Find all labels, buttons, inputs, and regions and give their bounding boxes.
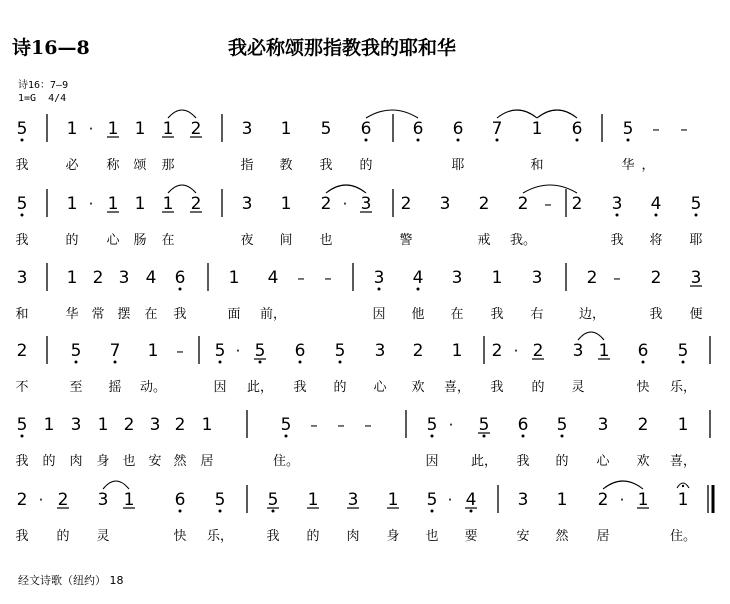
low-octave-dot — [417, 139, 420, 142]
low-octave-dot — [642, 361, 645, 364]
low-octave-dot — [285, 435, 288, 438]
note: 2 — [478, 194, 490, 214]
dash-extension: – — [176, 342, 184, 360]
note: 5 — [320, 119, 332, 139]
lyric-syllable: 前， — [259, 307, 287, 322]
note: 1 — [451, 341, 463, 361]
low-octave-dot — [522, 435, 525, 438]
low-octave-dot — [576, 139, 579, 142]
lyric-syllable: 在 — [144, 307, 158, 322]
song-title: 我必称颂那指教我的耶和华 — [228, 37, 457, 59]
note: 5 — [334, 341, 346, 361]
note: 1 — [147, 341, 159, 361]
note: 3 — [347, 490, 359, 510]
slur-arc — [537, 110, 577, 118]
note: 5 — [70, 341, 82, 361]
lyric-syllable: 我 — [516, 454, 530, 469]
note: 1 — [134, 119, 146, 139]
lyric-syllable: 住。 — [669, 529, 697, 544]
lyric-syllable: 欢 — [411, 380, 425, 395]
note: 2 — [16, 490, 28, 510]
note: 1 — [162, 119, 174, 139]
augmentation-dot: · — [448, 416, 454, 434]
note: 3 — [690, 268, 702, 288]
note: 1 — [556, 490, 568, 510]
dash-extension: – — [337, 416, 345, 434]
note: 5 — [16, 415, 28, 435]
lyric-syllable: 我 — [173, 307, 187, 322]
note: 1 — [66, 194, 78, 214]
lyric-syllable: 然 — [555, 529, 569, 544]
note: 3 — [373, 268, 385, 288]
note: 2 — [57, 490, 69, 510]
note: 1 — [97, 415, 109, 435]
low-octave-dot — [339, 361, 342, 364]
lyric-syllable: 便 — [689, 307, 703, 322]
lyric-syllable: 必 — [65, 158, 79, 173]
note: 2 — [597, 490, 609, 510]
low-octave-dot — [431, 435, 434, 438]
note: 3 — [118, 268, 130, 288]
lyric-syllable: 教 — [279, 158, 293, 173]
lyric-syllable: 因 — [425, 454, 439, 469]
lyric-syllable: 警 — [399, 233, 413, 248]
low-octave-dot — [457, 139, 460, 142]
lyric-syllable: 我 — [319, 158, 333, 173]
note: 1 — [162, 194, 174, 214]
dash-extension: – — [324, 269, 332, 287]
note: 6 — [360, 119, 372, 139]
slur-arc — [103, 481, 129, 489]
note: 5 — [16, 194, 28, 214]
low-octave-dot — [431, 510, 434, 513]
note: 3 — [611, 194, 623, 214]
lyric-syllable: 身 — [386, 529, 400, 544]
note: 2 — [412, 341, 424, 361]
lyric-syllable: 住。 — [272, 454, 300, 469]
lyric-syllable: 华 — [65, 307, 79, 322]
low-octave-dot — [114, 361, 117, 364]
note: 2 — [491, 341, 503, 361]
low-octave-dot — [219, 510, 222, 513]
lyric-syllable: 喜， — [669, 454, 697, 469]
lyric-syllable: 间 — [279, 233, 293, 248]
note: 2 — [190, 119, 202, 139]
lyric-syllable: 的 — [333, 380, 347, 395]
lyric-syllable: 不 — [15, 380, 29, 395]
augmentation-dot: · — [38, 491, 44, 509]
note: 1 — [201, 415, 213, 435]
note: 3 — [16, 268, 28, 288]
lyric-syllable: 灵 — [96, 529, 110, 544]
lyric-syllable: 也 — [319, 233, 333, 248]
augmentation-dot: · — [235, 342, 241, 360]
lyric-syllable: 心 — [106, 233, 120, 248]
note: 5 — [280, 415, 292, 435]
note: 5 — [690, 194, 702, 214]
low-octave-dot — [179, 510, 182, 513]
low-octave-dot — [616, 214, 619, 217]
low-octave-dot — [179, 288, 182, 291]
note: 1 — [491, 268, 503, 288]
source-footer: 经文诗歌（纽约） 18 — [18, 574, 124, 587]
note: 7 — [491, 119, 503, 139]
lyric-syllable: 也 — [425, 529, 439, 544]
lyric-syllable: 此， — [246, 380, 274, 395]
note: 2 — [517, 194, 529, 214]
low-octave-dot — [417, 288, 420, 291]
lyric-syllable: 在 — [161, 233, 175, 248]
note: 2 — [190, 194, 202, 214]
lyric-syllable: 因 — [213, 380, 227, 395]
lyric-syllable: 我 — [610, 233, 624, 248]
augmentation-dot: · — [513, 342, 519, 360]
low-octave-dot — [655, 214, 658, 217]
lyric-syllable: 颂 — [133, 158, 147, 173]
note: 3 — [70, 415, 82, 435]
lyric-syllable: 然 — [173, 454, 187, 469]
low-octave-dot — [365, 139, 368, 142]
note: 2 — [586, 268, 598, 288]
lyric-syllable: 至 — [69, 380, 83, 395]
note: 5 — [426, 490, 438, 510]
note: 3 — [517, 490, 529, 510]
note: 2 — [16, 341, 28, 361]
lyric-syllable: 耶 — [689, 233, 703, 248]
lyric-syllable: 肉 — [346, 529, 360, 544]
fermata-dot — [682, 485, 684, 487]
lyric-syllable: 的 — [359, 158, 373, 173]
lyric-syllable: 乐， — [206, 529, 234, 544]
note: 1 — [123, 490, 135, 510]
low-octave-dot — [695, 214, 698, 217]
lyric-syllable: 华 — [621, 158, 635, 173]
lyric-syllable: 我 — [490, 380, 504, 395]
dash-extension: – — [652, 120, 660, 138]
note: 2 — [123, 415, 135, 435]
lyric-syllable: 在 — [450, 307, 464, 322]
note: 6 — [174, 490, 186, 510]
dash-extension: – — [544, 195, 552, 213]
note: 1 — [43, 415, 55, 435]
lyric-syllable: 我 — [15, 454, 29, 469]
lyric-syllable: 右 — [530, 307, 544, 322]
lyric-syllable: 肉 — [69, 454, 83, 469]
note: 3 — [241, 194, 253, 214]
dash-extension: – — [680, 120, 688, 138]
lyric-syllable: 安 — [516, 529, 530, 544]
lyric-syllable: 我 — [649, 307, 663, 322]
note: 1 — [598, 341, 610, 361]
lyric-syllable: 他 — [411, 307, 425, 322]
lyric-syllable: 我 — [293, 380, 307, 395]
lyric-syllable: 此， — [470, 454, 498, 469]
lyric-syllable: 欢 — [636, 454, 650, 469]
note: 2 — [650, 268, 662, 288]
lyric-syllable: 摇 — [108, 380, 122, 395]
note: 6 — [174, 268, 186, 288]
lyric-syllable: 的 — [555, 454, 569, 469]
lyric-syllable: 的 — [56, 529, 70, 544]
note: 2 — [532, 341, 544, 361]
slur-arc — [326, 185, 366, 193]
note: 1 — [531, 119, 543, 139]
augmentation-dot: · — [342, 195, 348, 213]
lyric-syllable: 的 — [42, 454, 56, 469]
note: 6 — [637, 341, 649, 361]
lyric-syllable: 戒 — [477, 233, 491, 248]
augmentation-dot: · — [619, 491, 625, 509]
note: 5 — [254, 341, 266, 361]
lyric-syllable: 身 — [96, 454, 110, 469]
note: 3 — [439, 194, 451, 214]
lyric-syllable: 我 — [266, 529, 280, 544]
lyric-syllable: 和 — [15, 307, 29, 322]
slur-arc — [523, 185, 577, 193]
lyric-syllable: 心 — [373, 380, 387, 395]
lyric-syllable: 那 — [161, 158, 175, 173]
note: 6 — [412, 119, 424, 139]
note: 2 — [400, 194, 412, 214]
low-octave-dot — [378, 288, 381, 291]
note: 5 — [677, 341, 689, 361]
note: 3 — [374, 341, 386, 361]
lyric-syllable: 快 — [173, 529, 187, 544]
note: 5 — [426, 415, 438, 435]
note: 5 — [214, 490, 226, 510]
slur-arc — [578, 332, 604, 340]
slur-arc — [168, 185, 196, 193]
lyric-syllable: 和 — [530, 158, 544, 173]
lyric-syllable: 心 — [596, 454, 610, 469]
key-and-time-signature: 1=G 4/4 — [18, 93, 67, 104]
lyric-syllable: 快 — [636, 380, 650, 395]
low-octave-dot — [496, 139, 499, 142]
lyric-syllable: 也 — [122, 454, 136, 469]
low-octave-dot — [219, 361, 222, 364]
note: 3 — [572, 341, 584, 361]
low-octave-dot — [470, 510, 473, 513]
augmentation-dot: · — [88, 120, 94, 138]
lyric-syllable: 摆 — [117, 307, 131, 322]
note: 4 — [145, 268, 157, 288]
note: 4 — [267, 268, 279, 288]
note: 4 — [650, 194, 662, 214]
note: 6 — [517, 415, 529, 435]
dash-extension: – — [297, 269, 305, 287]
note: 1 — [228, 268, 240, 288]
note: 1 — [66, 268, 78, 288]
lyric-syllable: 面 — [227, 307, 241, 322]
slur-arc — [603, 481, 643, 489]
note: 2 — [174, 415, 186, 435]
low-octave-dot — [483, 435, 486, 438]
lyric-syllable: 我 — [15, 158, 29, 173]
low-octave-dot — [627, 139, 630, 142]
note: 5 — [16, 119, 28, 139]
low-octave-dot — [21, 214, 24, 217]
note: 4 — [465, 490, 477, 510]
low-octave-dot — [21, 435, 24, 438]
lyric-syllable: 要 — [464, 529, 478, 544]
lyric-syllable: 夜 — [240, 233, 254, 248]
note: 1 — [280, 194, 292, 214]
note: 2 — [571, 194, 583, 214]
note: 5 — [478, 415, 490, 435]
low-octave-dot — [259, 361, 262, 364]
slur-arc — [168, 110, 196, 118]
note: 6 — [452, 119, 464, 139]
lyric-syllable: 的 — [306, 529, 320, 544]
low-octave-dot — [299, 361, 302, 364]
lyric-syllable: 常 — [91, 307, 105, 322]
low-octave-dot — [561, 435, 564, 438]
lyric-syllable: 居 — [596, 529, 610, 544]
slur-arc — [497, 110, 537, 118]
slur-arc — [366, 110, 418, 118]
lyric-syllable: 安 — [148, 454, 162, 469]
note: 5 — [214, 341, 226, 361]
low-octave-dot — [682, 361, 685, 364]
lyric-syllable: 将 — [649, 233, 663, 248]
lyric-syllable: 边， — [578, 307, 606, 322]
note: 1 — [307, 490, 319, 510]
lyric-syllable: 我 — [15, 233, 29, 248]
note: 6 — [571, 119, 583, 139]
lyric-syllable: 居 — [200, 454, 214, 469]
lyric-syllable: 的 — [65, 233, 79, 248]
note: 1 — [66, 119, 78, 139]
note: 6 — [294, 341, 306, 361]
note: 1 — [677, 490, 689, 510]
lyric-syllable: 我 — [15, 529, 29, 544]
lyric-syllable: 耶 — [451, 158, 465, 173]
note: 5 — [267, 490, 279, 510]
lyric-syllable: 灵 — [571, 380, 585, 395]
lyric-syllable: 称 — [106, 158, 120, 173]
note: 3 — [241, 119, 253, 139]
augmentation-dot: · — [88, 195, 94, 213]
note: 1 — [637, 490, 649, 510]
lyric-syllable: 因 — [372, 307, 386, 322]
note: 1 — [107, 194, 119, 214]
dash-extension: – — [310, 416, 318, 434]
song-number: 诗16—8 — [12, 37, 90, 59]
lyric-syllable: 动。 — [139, 380, 167, 395]
note: 7 — [109, 341, 121, 361]
low-octave-dot — [21, 139, 24, 142]
lyric-syllable: 肠 — [133, 233, 147, 248]
lyric-syllable: 乐， — [669, 380, 697, 395]
note: 1 — [280, 119, 292, 139]
lyric-syllable: 的 — [531, 380, 545, 395]
note: 2 — [320, 194, 332, 214]
note: 3 — [451, 268, 463, 288]
dash-extension: – — [364, 416, 372, 434]
note: 5 — [556, 415, 568, 435]
note: 4 — [412, 268, 424, 288]
note: 3 — [149, 415, 161, 435]
lyric-syllable: ， — [641, 158, 655, 173]
dash-extension: – — [613, 269, 621, 287]
low-octave-dot — [75, 361, 78, 364]
note: 5 — [622, 119, 634, 139]
augmentation-dot: · — [447, 491, 453, 509]
note: 3 — [597, 415, 609, 435]
note: 1 — [387, 490, 399, 510]
note: 2 — [92, 268, 104, 288]
low-octave-dot — [272, 510, 275, 513]
note: 1 — [134, 194, 146, 214]
note: 1 — [107, 119, 119, 139]
note: 3 — [360, 194, 372, 214]
note: 3 — [97, 490, 109, 510]
lyric-syllable: 我。 — [509, 233, 537, 248]
note: 1 — [677, 415, 689, 435]
lyric-syllable: 指 — [240, 158, 254, 173]
scripture-reference: 诗16：7—9 — [18, 80, 69, 91]
lyric-syllable: 我 — [490, 307, 504, 322]
note: 2 — [637, 415, 649, 435]
lyric-syllable: 喜， — [443, 380, 471, 395]
note: 3 — [531, 268, 543, 288]
